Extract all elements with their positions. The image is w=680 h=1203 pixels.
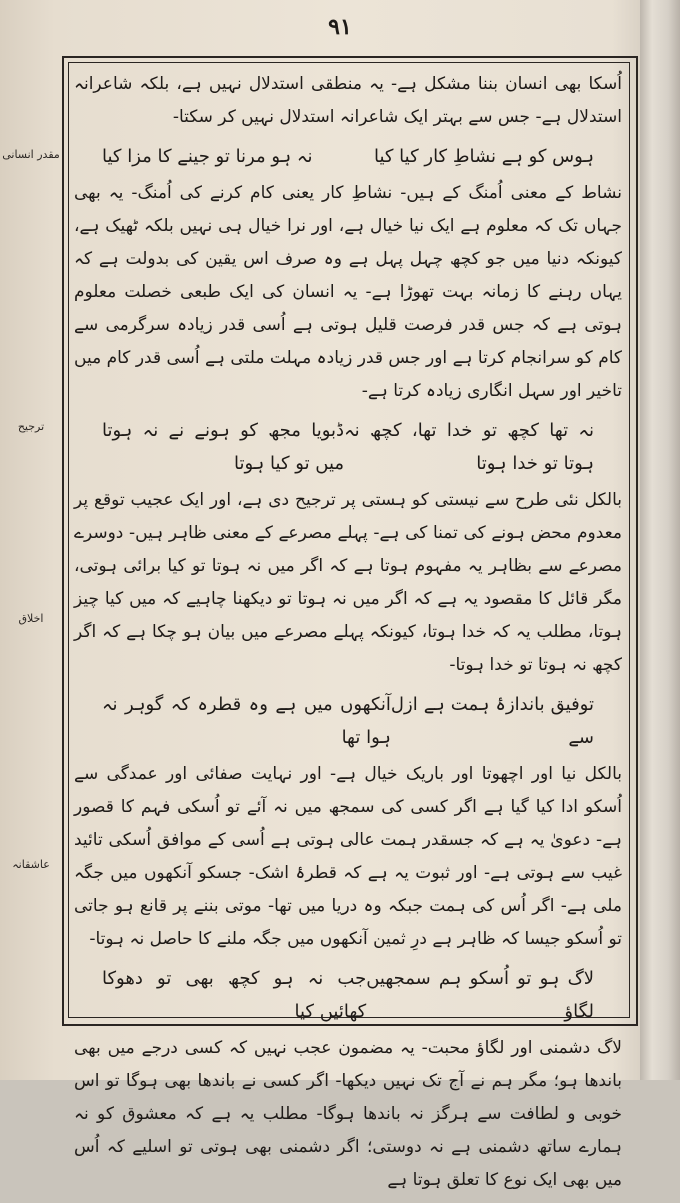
verse-3-first-line: توفیق باندازۂ ہمت ہے ازل سے: [390, 694, 594, 748]
page-number: ۹۱: [328, 14, 352, 40]
body-text: [74, 68, 622, 1203]
margin-label-2: ترجیح: [17, 420, 45, 433]
verse-2-second-line: ڈبویا مجھ کو ہونے نے نہ ہوتا میں تو کیا ہوتا: [102, 420, 345, 474]
paragraph-4: بالکل نیا اور اچھوتا اور باریک خیال ہے- اور نہایت صفائی اور عمدگی سے اُسکو ادا کیا گیا ہے اگر کسی کی سمجھ میں نہ آئے تو اُسکی فہم کا قصور ہے- دعویٰ یہ ہے کہ جسقدر ہمت عالی ہوتی ہے اُسی کے موافق اُسکی تائید غیب سے ہوتی ہے- اور ثبوت یہ ہے کہ قطرۂ اشک- جسکو آنکھوں میں جگہ ملی ہے- اگر اُس کی ہمت جبکہ وہ دریا میں تھا- موتی بننے پر قانع ہو جاتی تو اُسکو جیسا کہ ظاہر ہے درِ ثمین آنکھوں میں جگہ ملنے کا حاصل نہ ہوتا-: [74, 764, 622, 949]
verse-3-second-line: آنکھوں میں ہے وہ قطرہ کہ گوہر نہ ہوا تھا: [102, 694, 391, 748]
verse-1-first-line: ہوس کو ہے نشاطِ کار کیا کیا: [373, 146, 594, 167]
verse-1-second-line: نہ ہو مرنا تو جینے کا مزا کیا: [102, 146, 313, 167]
paragraph-5: لاگ دشمنی اور لگاؤ محبت- یہ مضمون عجب نہیں کہ کسی درجے میں بھی باندھا ہو؛ مگر ہم نے آج تک نہیں دیکھا- اگر کسی نے باندھا بھی ہوگا تو اس خوبی و لطافت سے ہرگز نہ باندھا ہوگا- مطلب یہ ہے کہ معشوق کو نہ ہمارے ساتھ دشمنی ہے نہ دوستی؛ اگر دشمنی بھی ہوتی تو اسلیے کہ اُس میں بھی ایک نوع کا تعلق ہوتا ہے: [74, 1038, 622, 1190]
verse-3: [74, 688, 622, 754]
margin-label-4: عاشقانہ: [12, 858, 50, 871]
margin-label-3: اخلاق: [18, 612, 44, 625]
margin-label-1: مقدر انسانی: [2, 148, 60, 161]
verse-1: [74, 140, 622, 173]
paragraph-3: بالکل نئی طرح سے نیستی کو ہستی پر ترجیح دی ہے، اور ایک عجیب توقع پر معدوم محض ہونے کی تمنا کی ہے- پہلے مصرعے کے معنی ظاہر ہیں- دوسرے مصرعے سے بظاہر یہ مفہوم ہوتا ہے کہ اگر میں نہ ہوتا تو کیا برائی ہوتی، مگر قائل کا مقصود یہ ہے کہ اگر میں نہ ہوتا تو دیکھنا چاہیے کہ میں کیا چیز ہوتا، مطلب یہ کہ خدا ہوتا، کیونکہ پہلے مصرعے میں بیان ہو چکا ہے کہ اگر کچھ نہ ہوتا تو خدا ہوتا-: [74, 490, 622, 675]
verse-4-second-line: جب نہ ہو کچھ بھی تو دھوکا کھائیں کیا: [102, 968, 367, 1022]
next-page-edge: [640, 0, 680, 1080]
verse-2-first-line: نہ تھا کچھ تو خدا تھا، کچھ نہ ہوتا تو خدا ہوتا: [344, 420, 594, 474]
paragraph-2: نشاط کے معنی اُمنگ کے ہیں- نشاطِ کار یعنی کام کرنے کی اُمنگ- یہ بھی جہاں تک کہ معلوم ہے ایک نیا خیال ہے، اور نرا خیال ہی نہیں بلکہ ٹھیک ہے، کیونکہ دنیا میں جو کچھ چہل پہل ہے وہ صرف اس یقین کی بدولت ہے کہ یہاں رہنے کا زمانہ بہت تھوڑا ہے- یہ انسان کی ایک طبعی خصلت معلوم ہوتی ہے کہ جس قدر فرصت قلیل ہوتی ہے اُسی قدر زیادہ سرگرمی سے کام کو سرانجام کرتا ہے اور جس قدر زیادہ مہلت ملتی ہے اُسی قدر کام میں تاخیر اور سہل انگاری زیادہ کرتا ہے-: [74, 183, 622, 401]
verse-4-first-line: لاگ ہو تو اُسکو ہم سمجھیں لگاؤ: [366, 968, 594, 1022]
verse-2: [74, 414, 622, 480]
verse-4: [74, 962, 622, 1028]
paragraph-1: اُسکا بھی انسان بننا مشکل ہے- یہ منطقی استدلال نہیں ہے، بلکہ شاعرانہ استدلال ہے- جس سے بہتر ایک شاعرانہ استدلال نہیں کر سکتا-: [74, 74, 622, 127]
